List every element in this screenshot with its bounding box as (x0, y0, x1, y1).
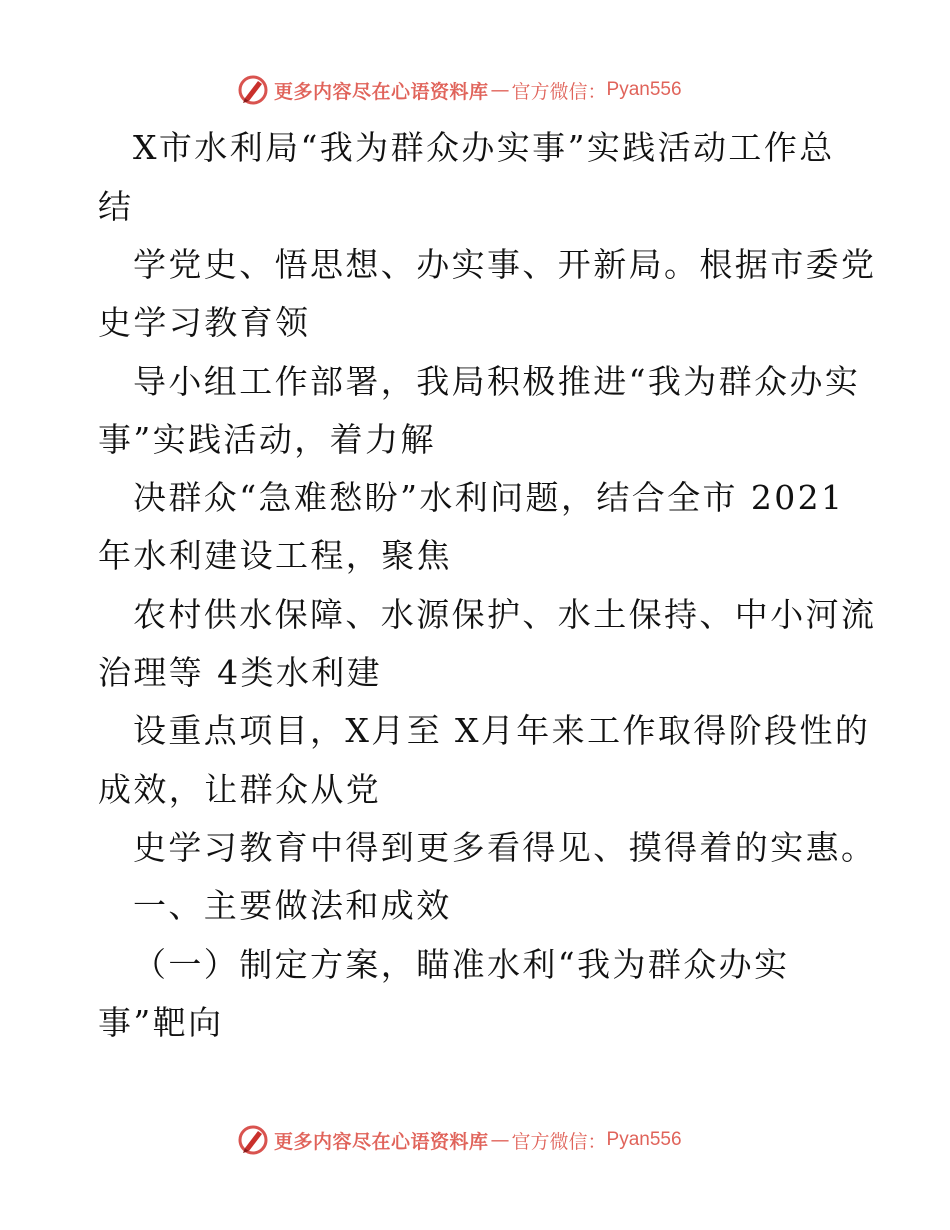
doc-text-line: 导小组工作部署，我局积极推进“我为群众办实 (133, 362, 861, 401)
doc-text-line: 设重点项目，X月至 X月年来工作取得阶段性的 (133, 711, 871, 750)
watermark-dash: — (490, 79, 510, 101)
watermark-brand: 更多内容尽在心语资料库 (274, 1130, 489, 1153)
watermark-brand: 更多内容尽在心语资料库 (274, 80, 489, 103)
pen-logo-icon (236, 1123, 270, 1157)
doc-text-line: 年水利建设工程，聚焦 (98, 536, 452, 575)
doc-text-line: 治理等 4类水利建 (98, 653, 383, 692)
doc-text-line: 决群众“急难愁盼”水利问题，结合全市 2021 (133, 478, 845, 517)
subsection-heading-continued: 事”靶向 (98, 1003, 224, 1042)
subsection-heading: （一）制定方案，瞄准水利“我为群众办实 (133, 945, 790, 984)
watermark-wechat-label: 官方微信： (511, 80, 607, 103)
watermark-wechat-id: Pyan556 (606, 1129, 682, 1150)
doc-text-line: 成效，让群众从党 (98, 770, 382, 809)
watermark-dash: — (490, 1129, 510, 1151)
doc-text-line: 农村供水保障、水源保护、水土保持、中小河流 (133, 595, 877, 634)
watermark-footer (236, 1122, 682, 1158)
doc-text-line: 史学习教育领 (98, 303, 311, 342)
watermark-wechat-id: Pyan556 (606, 79, 682, 100)
section-heading: 一、主要做法和成效 (133, 886, 452, 925)
watermark-header (236, 72, 682, 108)
doc-title-line-2: 结 (98, 187, 134, 226)
doc-text-line: 史学习教育中得到更多看得见、摸得着的实惠。 (133, 828, 877, 867)
doc-text-line: 事”实践活动，着力解 (98, 420, 436, 459)
watermark-wechat-label: 官方微信： (511, 1130, 607, 1153)
doc-title-line-1: X市水利局“我为群众办实事”实践活动工作总 (133, 128, 835, 167)
doc-text-line: 学党史、悟思想、办实事、开新局。根据市委党 (133, 245, 877, 284)
pen-logo-icon (236, 73, 270, 107)
